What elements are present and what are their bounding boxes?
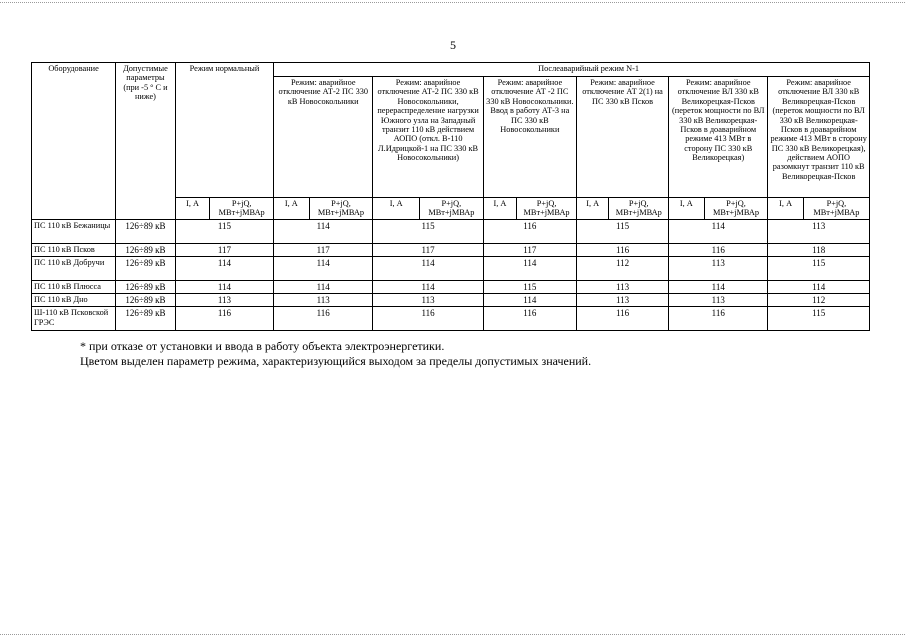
page-number: 5 — [450, 38, 456, 52]
value-mode-6: 118 — [768, 244, 870, 257]
mode-parameters-table — [31, 62, 870, 331]
value-mode-1: 114 — [274, 257, 373, 281]
row-equipment: ПС 110 кВ Бежаницы — [32, 220, 116, 244]
row-allowed: 126÷89 кВ — [116, 294, 176, 307]
footnote-asterisk: * при отказе от установки и ввода в работу объекта электроэнергетики. — [80, 339, 445, 353]
value-normal: 113 — [175, 294, 273, 307]
value-normal: 116 — [175, 307, 273, 331]
table-row — [32, 307, 870, 331]
col-power-normal: P+jQ, МВт+jМВАр — [210, 198, 274, 220]
value-mode-2: 117 — [373, 244, 483, 257]
value-mode-4: 113 — [576, 294, 668, 307]
value-mode-6: 114 — [768, 281, 870, 294]
table-row — [32, 244, 870, 257]
table-row — [32, 281, 870, 294]
row-allowed: 126÷89 кВ — [116, 281, 176, 294]
col-current-mode-4: I, А — [576, 198, 608, 220]
value-mode-2: 113 — [373, 294, 483, 307]
value-mode-5: 113 — [669, 257, 768, 281]
header-equipment: Оборудование — [32, 63, 116, 220]
footnotes — [80, 339, 591, 369]
col-current-mode-5: I, А — [669, 198, 704, 220]
value-mode-2: 114 — [373, 281, 483, 294]
col-current-mode-3: I, А — [483, 198, 516, 220]
value-mode-4: 116 — [576, 307, 668, 331]
row-equipment: ПС 110 кВ Дно — [32, 294, 116, 307]
row-allowed: 126÷89 кВ — [116, 307, 176, 331]
col-current-mode-6: I, А — [768, 198, 803, 220]
value-mode-3: 115 — [483, 281, 576, 294]
value-mode-3: 114 — [483, 257, 576, 281]
header-sub-mode-1: Режим: аварийное отключение АТ-2 ПС 330 кВ Новосокольники — [274, 77, 373, 198]
value-mode-5: 116 — [669, 307, 768, 331]
value-mode-6: 112 — [768, 294, 870, 307]
value-mode-2: 114 — [373, 257, 483, 281]
value-mode-6: 113 — [768, 220, 870, 244]
value-mode-5: 116 — [669, 244, 768, 257]
col-power-mode-5: P+jQ, МВт+jМВАр — [704, 198, 768, 220]
header-sub-mode-4: Режим: аварийное отключение АТ 2(1) на ПС 330 кВ Псков — [576, 77, 668, 198]
header-sub-mode-2: Режим: аварийное отключение АТ-2 ПС 330 кВ Новосокольники, перераспределение нагрузки Южного узла на Западный транзит 110 кВ действием АОПО (откл. В-110 Л.Идрицкой-1 на ПС 330 кВ Новосокольники) — [373, 77, 483, 198]
row-allowed: 126÷89 кВ — [116, 244, 176, 257]
row-equipment: ПС 110 кВ Плюсса — [32, 281, 116, 294]
col-power-mode-3: P+jQ, МВт+jМВАр — [517, 198, 577, 220]
row-allowed: 126÷89 кВ — [116, 220, 176, 244]
header-sub-mode-6: Режим: аварийное отключение ВЛ 330 кВ Великорецкая-Псков (переток мощности по ВЛ 330 кВ Великорецкая-Псков в доаварийном режиме 413 МВт в сторону ПС 330 кВ Великорецкая), действием АОПО разомкнут транзит 110 кВ Великорецкая-Псков — [768, 77, 870, 198]
value-mode-1: 113 — [274, 294, 373, 307]
col-current-mode-2: I, А — [373, 198, 420, 220]
value-mode-4: 115 — [576, 220, 668, 244]
row-equipment: ПС 110 кВ Псков — [32, 244, 116, 257]
value-normal: 115 — [175, 220, 273, 244]
footnote-color-legend: Цветом выделен параметр режима, характеризующийся выходом за пределы допустимых значений. — [80, 354, 592, 368]
table-row — [32, 220, 870, 244]
header-sub-mode-3: Режим: аварийное отключение АТ -2 ПС 330 кВ Новосокольники. Ввод в работу АТ-3 на ПС 330 кВ Новосокольники — [483, 77, 576, 198]
row-allowed: 126÷89 кВ — [116, 257, 176, 281]
table-row — [32, 294, 870, 307]
value-mode-6: 115 — [768, 257, 870, 281]
col-current-mode-1: I, А — [274, 198, 309, 220]
col-current-normal: I, А — [175, 198, 209, 220]
value-mode-1: 117 — [274, 244, 373, 257]
value-normal: 114 — [175, 281, 273, 294]
header-allowed-params: Допустимые параметры (при -5 ° С и ниже) — [116, 63, 176, 220]
col-power-mode-2: P+jQ, МВт+jМВАр — [419, 198, 483, 220]
value-mode-5: 114 — [669, 281, 768, 294]
value-mode-3: 116 — [483, 220, 576, 244]
value-mode-4: 112 — [576, 257, 668, 281]
value-mode-4: 113 — [576, 281, 668, 294]
row-equipment: Ш-110 кВ Псковской ГРЭС — [32, 307, 116, 331]
value-mode-5: 113 — [669, 294, 768, 307]
col-power-mode-1: P+jQ, МВт+jМВАр — [309, 198, 373, 220]
value-mode-1: 116 — [274, 307, 373, 331]
value-mode-5: 114 — [669, 220, 768, 244]
value-mode-3: 116 — [483, 307, 576, 331]
page-bottom-edge — [0, 634, 905, 635]
value-mode-3: 114 — [483, 294, 576, 307]
header-post-emergency: Послеаварийный режим N-1 — [274, 63, 870, 77]
col-power-mode-6: P+jQ, МВт+jМВАр — [803, 198, 869, 220]
col-power-mode-4: P+jQ, МВт+jМВАр — [609, 198, 669, 220]
table-row — [32, 257, 870, 281]
value-mode-2: 116 — [373, 307, 483, 331]
header-sub-mode-5: Режим: аварийное отключение ВЛ 330 кВ Великорецкая-Псков (переток мощности по ВЛ 330 кВ Великорецкая-Псков в доаварийном режиме 413 МВт в сторону ПС 330 кВ Великорецкая) — [669, 77, 768, 198]
value-mode-3: 117 — [483, 244, 576, 257]
page-top-edge — [0, 2, 905, 3]
value-mode-6: 115 — [768, 307, 870, 331]
value-mode-1: 114 — [274, 281, 373, 294]
row-equipment: ПС 110 кВ Добручи — [32, 257, 116, 281]
value-mode-4: 116 — [576, 244, 668, 257]
value-mode-1: 114 — [274, 220, 373, 244]
header-normal-mode: Режим нормальный — [175, 63, 273, 198]
value-mode-2: 115 — [373, 220, 483, 244]
value-normal: 117 — [175, 244, 273, 257]
value-normal: 114 — [175, 257, 273, 281]
